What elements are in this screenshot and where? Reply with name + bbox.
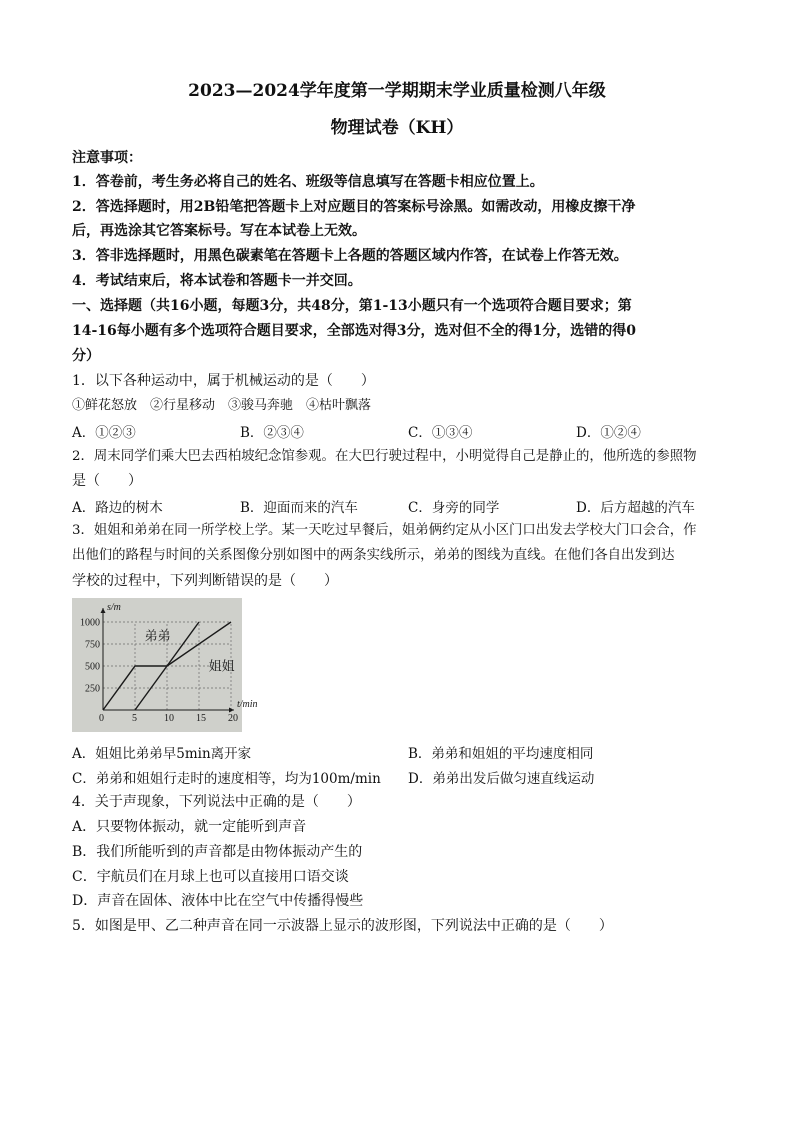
exam-subtitle: 物理试卷（KH） [330,118,464,138]
y-tick-label: 250 [85,683,100,695]
q5-stem: 5．如图是甲、乙二种声音在同一示波器上显示的波形图，下列说法中正确的是（ ） [72,918,613,934]
notice-item-4: 4．考试结束后，将本试卷和答题卡一并交回。 [72,273,362,289]
q1-option-a: A．①②③ [72,425,136,441]
q2-option-d: D．后方超越的汽车 [576,500,695,516]
q3-stem-line-2: 出他们的路程与时间的关系图像分别如图中的两条实线所示，弟弟的图线为直线。在他们各自出发到达 [72,548,675,563]
x-tick-label: 15 [196,713,206,724]
section1-line-1: 一、选择题（共16小题，每题3分，共48分，第1-13小题只有一个选项符合题目要求；第 [72,298,632,314]
x-tick-label: 5 [132,713,137,724]
series-label-sister: 姐姐 [208,659,235,675]
q4-option-d: D．声音在固体、液体中比在空气中传播得慢些 [72,893,364,909]
q1-option-b: B．②③④ [240,425,304,441]
section1-line-2: 14-16每小题有多个选项符合题目要求，全部选对得3分，选对但不全的得1分，选错的得0 [72,323,636,339]
distance-time-graph [72,598,258,732]
q4-option-c: C．宇航员们在月球上也可以直接用口语交谈 [72,869,349,885]
series-label-brother: 弟弟 [144,629,171,645]
x-tick-label: 20 [228,713,238,724]
distance-time-chart [72,598,258,732]
q1-items: ①鲜花怒放 ②行星移动 ③骏马奔驰 ④枯叶飘落 [72,398,372,413]
notice-item-2-cont: 后，再选涂其它答案标号。写在本试卷上无效。 [72,223,366,239]
notice-item-2: 2．答选择题时，用2B铅笔把答题卡上对应题目的答案标号涂黑。如需改动，用橡皮擦干净 [72,199,636,215]
q3-option-c: C．弟弟和姐姐行走时的速度相等，均为100m/min [72,771,381,787]
q4-stem: 4．关于声现象，下列说法中正确的是（ ） [72,794,361,810]
q3-option-b: B．弟弟和姐姐的平均速度相同 [408,746,594,762]
q3-option-a: A．姐姐比弟弟早5min离开家 [72,746,252,762]
q1-option-d: D．①②④ [576,425,641,441]
q3-stem-line-1: 3．姐姐和弟弟在同一所学校上学。某一天吃过早餐后，姐弟俩约定从小区门口出发去学校大门口会合，作 [72,523,697,538]
q3-option-d: D．弟弟出发后做匀速直线运动 [408,771,595,787]
exam-title: 2023—2024学年度第一学期期末学业质量检测八年级 [188,81,606,101]
q3-stem-line-3: 学校的过程中，下列判断错误的是（ ） [72,573,338,589]
q1-option-c: C．①③④ [408,425,473,441]
q2-option-c: C．身旁的同学 [408,500,500,516]
x-axis-label: t/min [237,699,258,710]
x-tick-label: 10 [164,713,174,724]
x-tick-label: 0 [99,713,104,724]
q2-stem-line-1: 2．周末同学们乘大巴去西柏坡纪念馆参观。在大巴行驶过程中，小明觉得自己是静止的，他所选的参照物 [72,449,697,464]
notice-heading: 注意事项： [72,150,142,166]
q2-option-a: A．路边的树木 [72,500,163,516]
q4-option-b: B．我们所能听到的声音都是由物体振动产生的 [72,844,363,860]
y-tick-label: 1000 [80,617,100,629]
y-axis-label: s/m [107,602,121,613]
notice-item-3: 3．答非选择题时，用黑色碳素笔在答题卡上各题的答题区域内作答，在试卷上作答无效。 [72,248,628,264]
q4-option-a: A．只要物体振动，就一定能听到声音 [72,819,307,835]
y-axis-arrow [101,608,106,613]
y-tick-label: 500 [85,661,100,673]
y-tick-label: 750 [85,639,100,651]
notice-item-1: 1．答卷前，考生务必将自己的姓名、班级等信息填写在答题卡相应位置上。 [72,174,544,190]
q1-stem: 1．以下各种运动中，属于机械运动的是（ ） [72,373,375,389]
q2-option-b: B．迎面而来的汽车 [240,500,358,516]
section1-line-3: 分） [72,348,100,364]
x-axis-arrow [229,708,234,713]
q2-stem-line-2: 是（ ） [72,473,142,489]
